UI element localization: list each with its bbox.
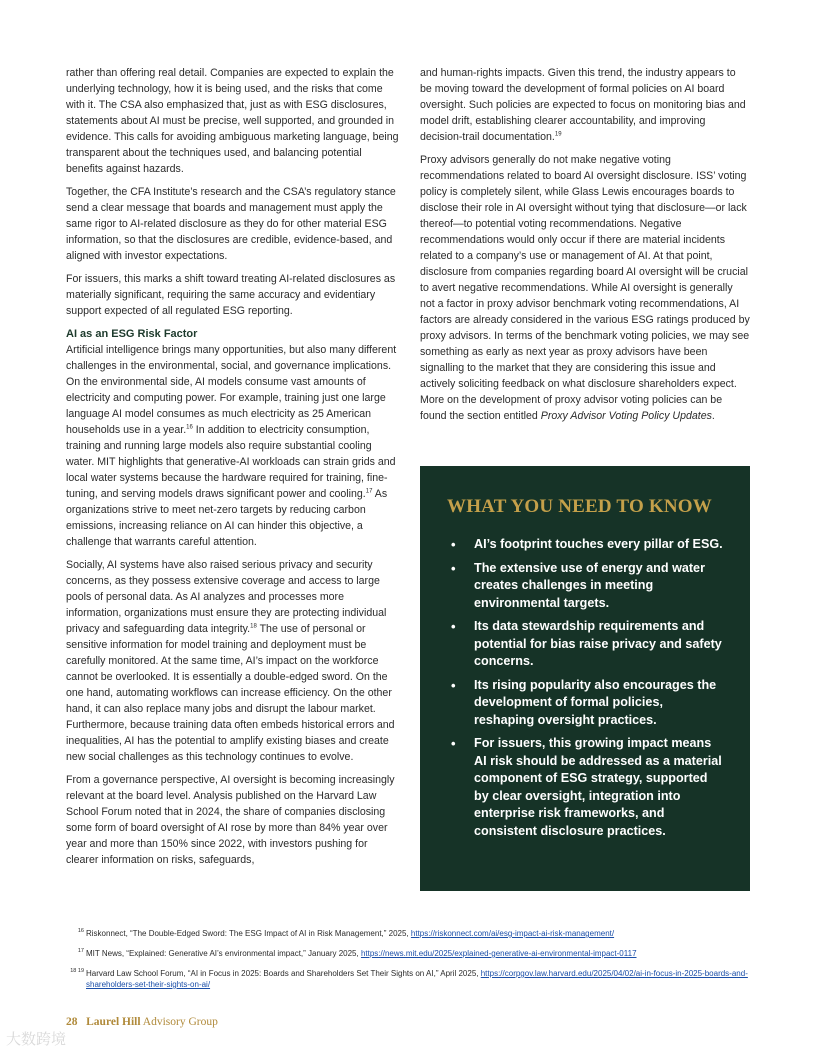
text-run: Artificial intelligence brings many opportunities, but also many different challenges in the environmental, social, and governance implications. On the environmental side, AI models consume vast amounts of electricity and computing power. For example, training just one large language AI model consumes as much electricity as 25 American households use in a year. — [66, 344, 397, 436]
organization-name: Laurel Hill — [86, 1016, 141, 1028]
bullet-icon: • — [451, 560, 456, 576]
callout-bullet — [447, 735, 724, 840]
bullet-text: The extensive use of energy and water creates challenges in meeting environmental targets. — [474, 560, 705, 610]
right-column — [420, 65, 750, 431]
left-column — [66, 65, 400, 875]
bullet-icon: • — [451, 736, 456, 751]
text-run: . — [711, 410, 715, 422]
section-reference: Proxy Advisor Voting Policy Updates — [540, 410, 712, 422]
what-you-need-to-know-callout — [420, 466, 750, 891]
paragraph: From a governance perspective, AI oversight is becoming increasingly relevant at the board level. Analysis published on the Harvard Law School Forum noted that in 2024, the share of companies disclosing some form of board oversight of AI rose by more than 84% year over year and more than 150% since 2022, with investors pushing for clearer information on risks, safeguards, — [66, 774, 395, 866]
text-run: Proxy advisors generally do not make negative voting recommendations related to board AI oversight disclosure. ISS’ voting policy is completely silent, while Glass Lewis encourages boards to disclose their role in AI oversight without tying that disclosure—or lack thereof—to potential voting recommendations. Negative recommendations would only occur if there are material incidents related to a company’s use or management of AI. At that point, disclosure from companies regarding board AI oversight will be crucial to avert negative recommendations. While AI oversight is generally not a factor in proxy advisor benchmark voting recommendations, AI factors are already considered in the various ESG ratings produced by proxy advisors. In terms of the benchmark voting policies, we may see something as early as next year as proxy advisors have been signalling to the market that they are considering this issue and actively soliciting feedback on what disclosure shareholders expect. More on the development of proxy advisor voting policies can be found the section entitled — [420, 154, 750, 422]
callout-title: WHAT YOU NEED TO KNOW — [447, 496, 712, 517]
bullet-text: AI’s footprint touches every pillar of ESG. — [474, 537, 723, 551]
bullet-text: Its data stewardship requirements and potential for bias raise privacy and safety concerns. — [474, 619, 722, 668]
callout-bullet — [447, 560, 724, 613]
footnote-link[interactable]: https://news.mit.edu/2025/explained-generative-ai-environmental-impact-0117 — [360, 949, 637, 958]
footnote-ref: 17 — [365, 488, 373, 495]
section-heading: AI as an ESG Risk Factor — [66, 328, 198, 340]
paragraph — [66, 342, 400, 550]
paragraph — [420, 152, 750, 424]
footnotes — [70, 928, 754, 999]
footnote-link[interactable]: https://riskonnect.com/ai/esg-impact-ai-risk-management/ — [410, 929, 615, 938]
text-run: and human-rights impacts. Given this trend, the industry appears to be moving toward the development of formal policies on AI board oversight. Such policies are expected to focus on monitoring bias and model drift, establishing clearer accountability, and improving decision-trail documentation. — [420, 67, 746, 143]
footnote — [74, 948, 754, 959]
text-run: Socially, AI systems have also raised serious privacy and security concerns, as they possess extensive coverage and access to large pools of personal data. As AI analyzes and processes more information, organizations must ensure they are protecting individual privacy and safeguarding data integrity. — [66, 559, 387, 635]
footnote-ref: 19 — [554, 131, 562, 138]
footnote-number: 17 — [77, 948, 84, 954]
footnote-text: Harvard Law School Forum, “AI in Focus in 2025: Boards and Shareholders Set Their Sights on AI,” April 2025, — [86, 969, 481, 978]
paragraph: For issuers, this marks a shift toward treating AI-related disclosures as materially significant, requiring the same accuracy and evidentiary support expected of all regulated ESG reporting. — [66, 273, 396, 317]
footnote-ref: 16 — [186, 424, 193, 431]
bullet-text: Its rising popularity also encourages the development of formal policies, reshaping oversight practices. — [474, 677, 717, 727]
paragraph — [420, 65, 750, 145]
text-run: The use of personal or sensitive information for model training and deployment must be carefully monitored. At the same time, AI’s impact on the workforce cannot be overlooked. It is essentially a double-edged sword. On the one hand, automating workflows can increase efficiency. On the other hand, it can also replace many jobs and disrupt the labour market. Furthermore, because training data often embeds historical errors and inequalities, AI has the potential to amplify existing biases and create new social challenges as this technology continues to evolve. — [66, 623, 395, 763]
bullet-icon: • — [451, 619, 456, 634]
text-run: In addition to electricity consumption, training and running large models also require substantial cooling water. MIT highlights that generative-AI workloads can strain grids and local water systems because the hardware required for training, fine-tuning, and serving models draws significant power and cooling. — [66, 424, 396, 500]
callout-bullet — [447, 536, 724, 554]
footnote-number: 16 — [77, 928, 84, 934]
text-run: As organizations strive to meet net-zero targets by reducing carbon emissions, increasing reliance on AI can hinder this objective, a challenge that warrants careful attention. — [66, 488, 388, 548]
callout-bullet-list — [447, 536, 724, 840]
page-footer — [66, 1016, 218, 1028]
footnote-ref: 18 — [250, 623, 257, 630]
page-number: 28 — [66, 1016, 78, 1028]
bullet-icon: • — [451, 677, 456, 693]
callout-bullet — [447, 677, 724, 730]
paragraph: rather than offering real detail. Companies are expected to explain the underlying technology, how it is being used, and the risks that come with it. The CSA also emphasized that, just as with ESG disclosures, statements about AI must be precise, well supported, and grounded in evidence. This calls for avoiding ambiguous marketing language, being transparent about the techniques used, and balancing potential benefits against hazards. — [66, 67, 399, 175]
bullet-text: For issuers, this growing impact means AI risk should be addressed as a material component of ESG strategy, supported by clear oversight, integration into enterprise risk frameworks, and consistent disclosure practices. — [474, 736, 722, 838]
footnote-number: 18 19 — [70, 968, 84, 974]
watermark: 大数跨境 — [6, 1030, 67, 1048]
footnote-link[interactable]: https://corpgov.law.harvard.edu/2025/04/02/ai-in-focus-in-2025-boards-and-shareholders-set-their-sights-on-ai/ — [86, 969, 748, 989]
footnote — [74, 928, 754, 939]
footnote-text: MIT News, “Explained: Generative AI’s environmental impact,” January 2025, — [86, 949, 361, 958]
paragraph — [66, 557, 400, 765]
bullet-icon: • — [451, 537, 456, 552]
organization-name-rest: Advisory Group — [140, 1016, 218, 1028]
footnote-text: Riskonnect, “The Double-Edged Sword: The ESG Impact of AI in Risk Management,” 2025, — [86, 929, 411, 938]
footnote — [70, 968, 754, 990]
callout-bullet — [447, 618, 724, 671]
paragraph: Together, the CFA Institute’s research and the CSA’s regulatory stance send a clear message that boards and management must apply the same rigor to AI-related disclosure as they do for other material ESG information, so that the disclosures are credible, evidence-based, and aligned with investor expectations. — [66, 186, 396, 262]
